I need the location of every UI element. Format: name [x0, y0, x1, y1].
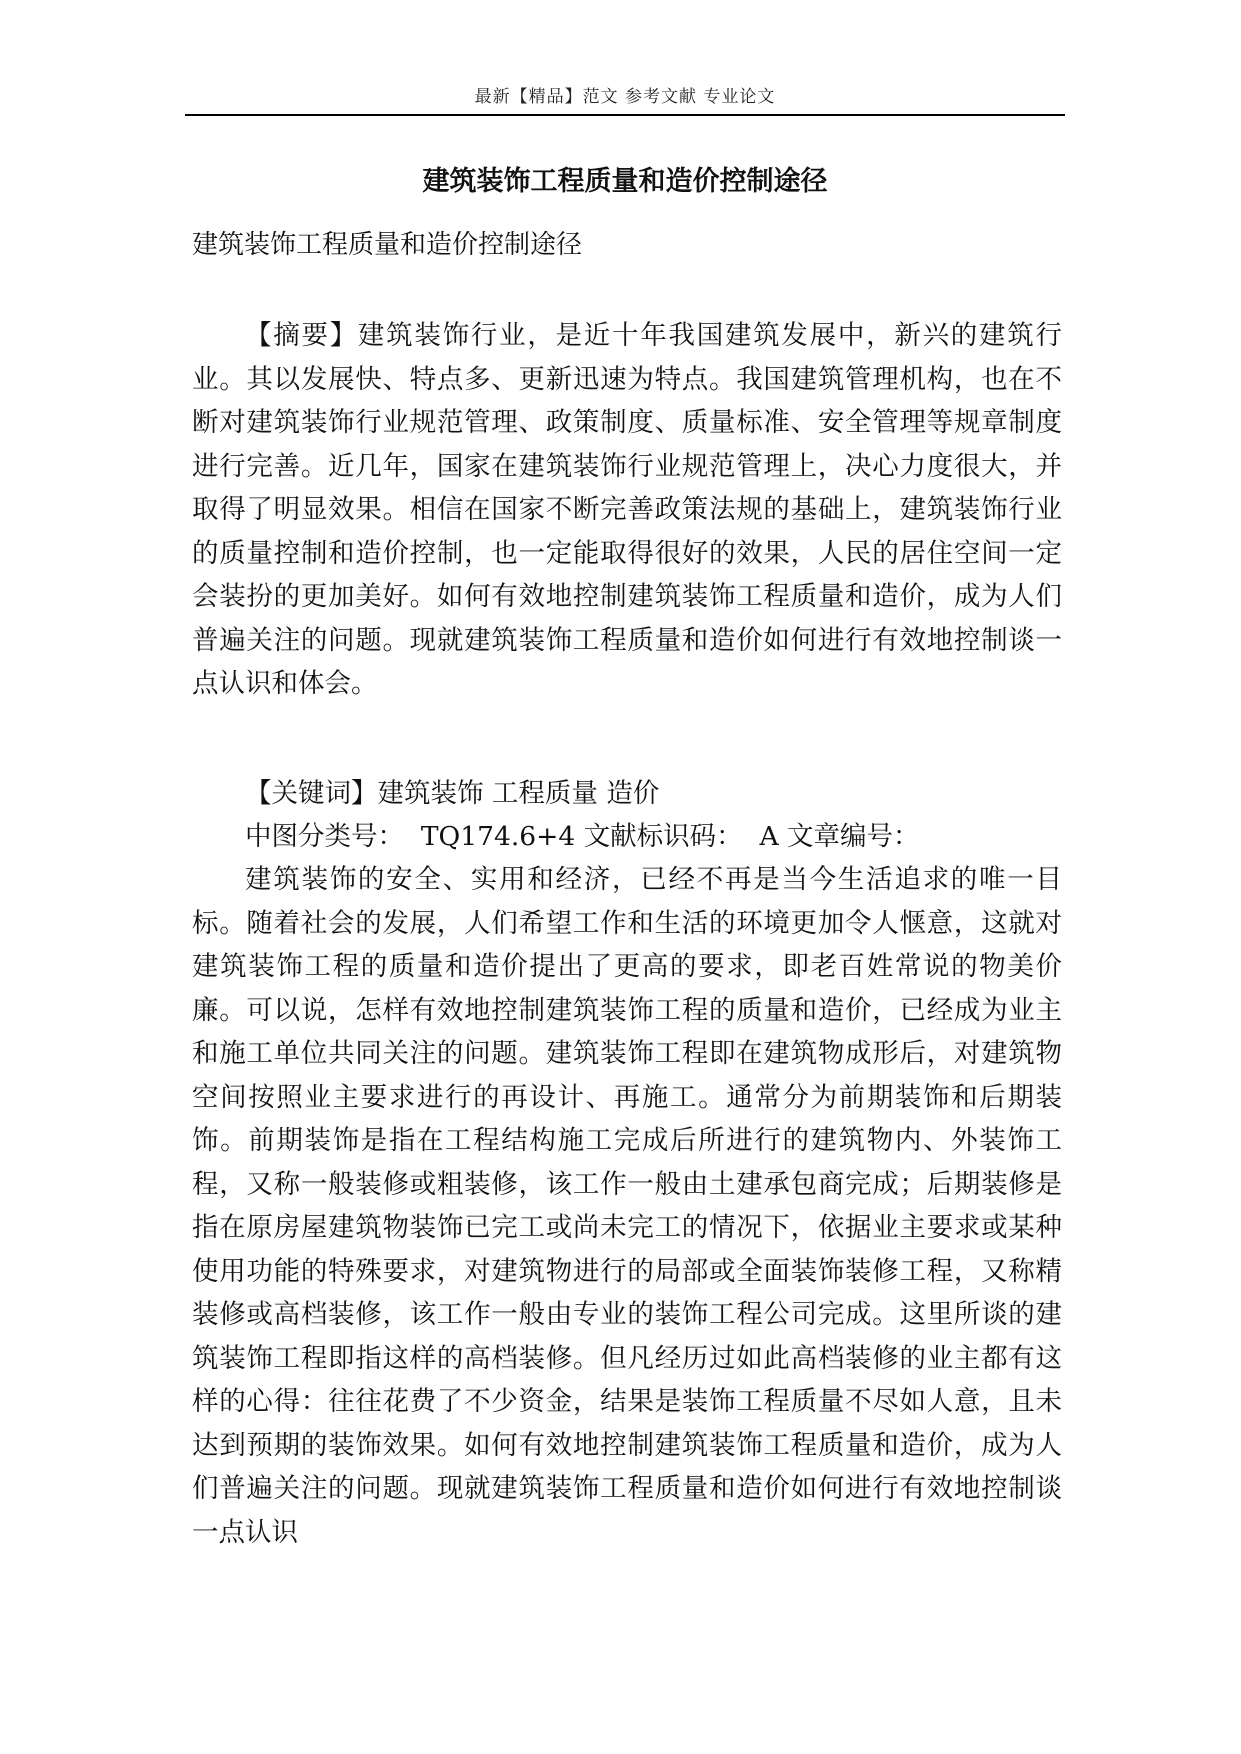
classification-line: 中图分类号： TQ174.6+4 文献标识码： A 文章编号：	[245, 821, 920, 852]
header-divider	[185, 114, 1065, 116]
abstract-paragraph: 【摘要】建筑装饰行业，是近十年我国建筑发展中，新兴的建筑行业。其以发展快、特点多、更新迅速为特点。我国建筑管理机构，也在不断对建筑装饰行业规范管理、政策制度、质量标准、安全管理等规章制度进行完善。近几年，国家在建筑装饰行业规范管理上，决心力度很大，并取得了明显效果。相信在国家不断完善政策法规的基础上，建筑装饰行业的质量控制和造价控制，也一定能取得很好的效果，人民的居住空间一定会装扮的更加美好。如何有效地控制建筑装饰工程质量和造价，成为人们普遍关注的问题。现就建筑装饰工程质量和造价如何进行有效地控制谈一点认识和体会。	[192, 320, 1062, 699]
keywords-line: 【关键词】建筑装饰 工程质量 造价	[245, 778, 660, 809]
body-paragraph: 建筑装饰的安全、实用和经济，已经不再是当今生活追求的唯一目标。随着社会的发展，人们希望工作和生活的环境更加令人惬意，这就对建筑装饰工程的质量和造价提出了更高的要求，即老百姓常说的物美价廉。可以说，怎样有效地控制建筑装饰工程的质量和造价，已经成为业主和施工单位共同关注的问题。建筑装饰工程即在建筑物成形后，对建筑物空间按照业主要求进行的再设计、再施工。通常分为前期装饰和后期装饰。前期装饰是指在工程结构施工完成后所进行的建筑物内、外装饰工程，又称一般装修或粗装修，该工作一般由土建承包商完成；后期装修是指在原房屋建筑物装饰已完工或尚未完工的情况下，依据业主要求或某种使用功能的特殊要求，对建筑物进行的局部或全面装饰装修工程，又称精装修或高档装修，该工作一般由专业的装饰工程公司完成。这里所谈的建筑装饰工程即指这样的高档装修。但凡经历过如此高档装修的业主都有这样的心得：往往花费了不少资金，结果是装饰工程质量不尽如人意，且未达到预期的装饰效果。如何有效地控制建筑装饰工程质量和造价，成为人们普遍关注的问题。现就建筑装饰工程质量和造价如何进行有效地控制谈一点认识	[192, 864, 1062, 1548]
document-title: 建筑装饰工程质量和造价控制途径	[422, 166, 828, 197]
page-header: 最新【精品】范文 参考文献 专业论文	[474, 87, 776, 107]
document-subtitle: 建筑装饰工程质量和造价控制途径	[192, 230, 583, 260]
